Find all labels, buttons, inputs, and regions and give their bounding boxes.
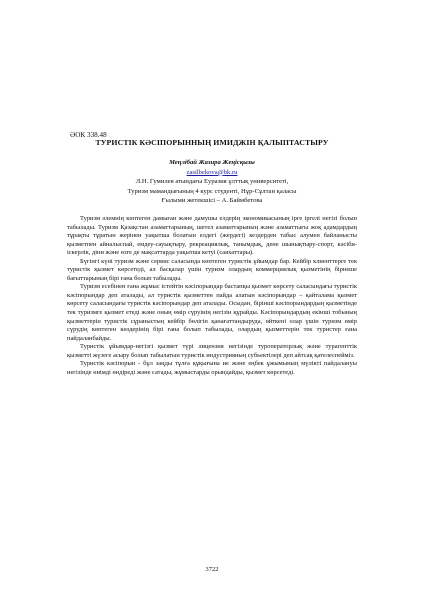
author-email-link[interactable]: zasilbekova@bk.ru [186,168,238,176]
author-block [90,158,334,206]
paragraph: Туристік ұйымдар-негізгі қызмет түрі лицензия негізінде туроператорлық және турагенттік қызметті жүзеге асыру болып табылатын туристік индустрияның субъектілері деп айтсақ қателеспейміз. [67,343,357,359]
paragraph: Туризм әлемнің көптеген дамыған және дамушы елдерің экономикасының ірге іргелі негізі болып табылады. Туризм Қазақстан азаматтарының, шетел азаматтарының және азаматтығы жоқ адамдардың тұрақты тұратын жерінен уақытша болатын елдегі (жердегі) кездерден табыс алумен байланысты қызметпен айналыспай, емдеу-сауықтыру, рекреациялық, танымдық, дене шынықтыру-спорт, кәсіби-іскерлік, діни және өзге де мақсаттарда уақытша кетуі (саяхаттары). [67,215,357,257]
page-number: 3722 [205,566,219,573]
author-name: Меңлібай Жазира Жеңісқызы [169,159,255,166]
paragraph: Туристік кәсіпорын - бұл заңды тұлға құқығына ие және еңбек ұжымының мүлікті пайдалануы негізінде өнімді өндіреді және сатады, жұмыстарды орындайды, қызмет көрсетеді. [67,360,357,376]
paper-title: ТУРИСТІК КӘСІПОРЫННЫҢ ИМИДЖІН ҚАЛЫПТАСТЫРУ [95,138,329,147]
udk-code: ӘОК 338.48 [70,131,107,139]
paragraph: Бүгінгі күні туризм және сервис саласында көптеген туристік ұйымдар бар. Кейбір клиенттерге тек туристік қызмет көрсетеді, ал басқалар үшін туризм олардың коммерциялық қызметінің бірнеше бағыттарының бірі ғана болып табылады. [67,257,357,282]
paragraph: Туризм есебінен ғана жұмыс істейтін кәсіпорындар бастапқы қызмет көрсету саласындағы туристік кәсіпорындар деп аталады, ал туристік қызметтен пайда алатын кәсіпорындар – қайталама қызмет көрсету саласындағы туристік кәсіпорындар деп аталады. Осыдан, бірінші кәсіпорындардың қызметінде тек туризмге қызмет етеді және оның өмір сүруінің негізін құрайды. Кәсіпорындардың екінші тобының қызметтерін туристік сұраныстың кейбір бөлігін қанағаттандыруда, өйткені олар үшін туризм өмір сүрудің көптеген көздерінің бірі ғана болып табылады, олардың қызметтерін тек туристер ғана пайдаланбайды. [67,283,357,342]
author-program: Туризм мамандығының 4 курс студенті, Нұр-Сұлтан қаласы [127,187,297,195]
body-text [67,215,357,377]
author-supervisor: Ғылыми жетекшісі – А. Баймбетова [161,197,263,205]
author-affiliation: Л.Н. Гумилев атындағы Еуразия ұлттық университеті, [135,178,289,186]
